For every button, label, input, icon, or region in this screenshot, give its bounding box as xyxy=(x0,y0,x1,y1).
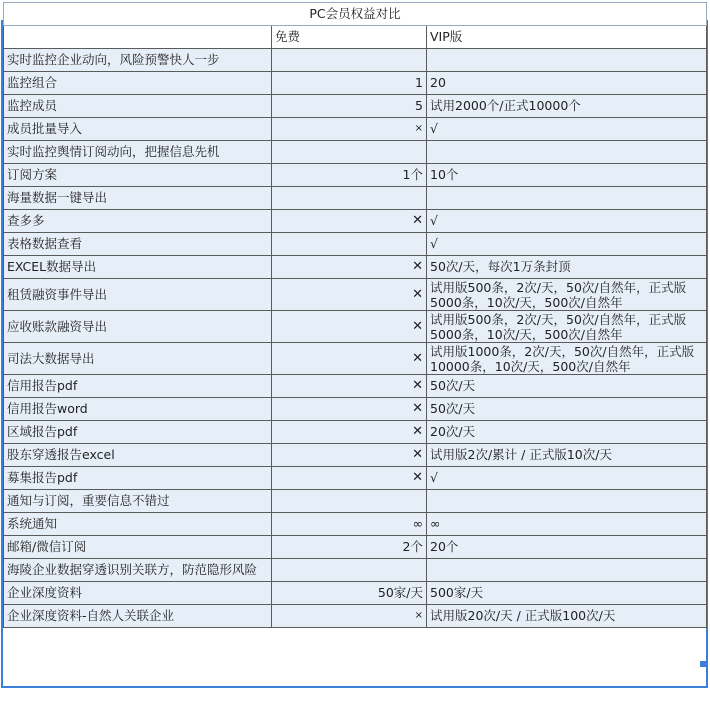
free-cell[interactable]: ✕ xyxy=(272,421,427,444)
comparison-table xyxy=(3,2,707,628)
feature-cell[interactable]: 司法大数据导出 xyxy=(4,343,272,375)
vip-cell[interactable] xyxy=(427,141,707,164)
feature-cell[interactable]: 系统通知 xyxy=(4,513,272,536)
table-header-row xyxy=(4,26,707,49)
vip-cell[interactable]: 20次/天 xyxy=(427,421,707,444)
feature-cell[interactable]: 股东穿透报告excel xyxy=(4,444,272,467)
table-row xyxy=(4,490,707,513)
selection-handle[interactable] xyxy=(700,661,706,667)
vip-cell[interactable]: 20个 xyxy=(427,536,707,559)
header-feature[interactable] xyxy=(4,26,272,49)
feature-cell[interactable]: 企业深度资料-自然人关联企业 xyxy=(4,605,272,628)
feature-cell[interactable]: 监控组合 xyxy=(4,72,272,95)
table-row xyxy=(4,467,707,490)
vip-cell[interactable] xyxy=(427,559,707,582)
table-row xyxy=(4,536,707,559)
free-cell[interactable]: ✕ xyxy=(272,279,427,311)
table-row xyxy=(4,118,707,141)
feature-cell[interactable]: 区域报告pdf xyxy=(4,421,272,444)
vip-cell[interactable]: 500家/天 xyxy=(427,582,707,605)
table-row xyxy=(4,398,707,421)
feature-cell[interactable]: 募集报告pdf xyxy=(4,467,272,490)
free-cell[interactable] xyxy=(272,187,427,210)
vip-cell[interactable]: 试用版1000条，2次/天，50次/自然年，正式版10000条，10次/天，500次/自然年 xyxy=(427,343,707,375)
free-cell[interactable]: ∞ xyxy=(272,513,427,536)
feature-cell[interactable]: 实时监控舆情订阅动向，把握信息先机 xyxy=(4,141,272,164)
vip-cell[interactable]: 试用版500条，2次/天，50次/自然年，正式版5000条，10次/天，500次/自然年 xyxy=(427,279,707,311)
vip-cell[interactable]: 试用版500条，2次/天，50次/自然年，正式版5000条，10次/天，500次/自然年 xyxy=(427,311,707,343)
vip-cell[interactable]: 试用版20次/天 / 正式版100次/天 xyxy=(427,605,707,628)
table-row xyxy=(4,582,707,605)
free-cell[interactable]: ✕ xyxy=(272,210,427,233)
vip-cell[interactable]: 10个 xyxy=(427,164,707,187)
table-row xyxy=(4,279,707,311)
vip-cell[interactable] xyxy=(427,187,707,210)
vip-cell[interactable]: ∞ xyxy=(427,513,707,536)
table-row xyxy=(4,343,707,375)
table-title[interactable]: PC会员权益对比 xyxy=(4,3,707,26)
free-cell[interactable]: ✕ xyxy=(272,343,427,375)
vip-cell[interactable]: √ xyxy=(427,118,707,141)
feature-cell[interactable]: 海陵企业数据穿透识别关联方，防范隐形风险 xyxy=(4,559,272,582)
table-row xyxy=(4,444,707,467)
vip-cell[interactable]: 20 xyxy=(427,72,707,95)
feature-cell[interactable]: 成员批量导入 xyxy=(4,118,272,141)
feature-cell[interactable]: 租赁融资事件导出 xyxy=(4,279,272,311)
free-cell[interactable]: ✕ xyxy=(272,311,427,343)
free-cell[interactable]: ✕ xyxy=(272,398,427,421)
feature-cell[interactable]: 订阅方案 xyxy=(4,164,272,187)
vip-cell[interactable]: 50次/天 xyxy=(427,398,707,421)
table-row xyxy=(4,256,707,279)
free-cell[interactable] xyxy=(272,233,427,256)
table-row xyxy=(4,605,707,628)
feature-cell[interactable]: 邮箱/微信订阅 xyxy=(4,536,272,559)
table-row xyxy=(4,187,707,210)
table-title-row xyxy=(4,3,707,26)
free-cell[interactable] xyxy=(272,49,427,72)
free-cell[interactable]: ✕ xyxy=(272,444,427,467)
feature-cell[interactable]: 实时监控企业动向，风险预警快人一步 xyxy=(4,49,272,72)
table-row xyxy=(4,210,707,233)
feature-cell[interactable]: 查多多 xyxy=(4,210,272,233)
free-cell[interactable]: ✕ xyxy=(272,375,427,398)
comparison-sheet xyxy=(1,6,708,688)
header-free[interactable]: 免费 xyxy=(272,26,427,49)
table-row xyxy=(4,95,707,118)
feature-cell[interactable]: EXCEL数据导出 xyxy=(4,256,272,279)
table-row xyxy=(4,233,707,256)
feature-cell[interactable]: 企业深度资料 xyxy=(4,582,272,605)
vip-cell[interactable]: √ xyxy=(427,233,707,256)
table-row xyxy=(4,141,707,164)
vip-cell[interactable]: √ xyxy=(427,467,707,490)
vip-cell[interactable]: 50次/天，每次1万条封顶 xyxy=(427,256,707,279)
feature-cell[interactable]: 信用报告word xyxy=(4,398,272,421)
feature-cell[interactable]: 通知与订阅，重要信息不错过 xyxy=(4,490,272,513)
free-cell[interactable] xyxy=(272,141,427,164)
table-row xyxy=(4,513,707,536)
free-cell[interactable]: × xyxy=(272,118,427,141)
free-cell[interactable] xyxy=(272,490,427,513)
header-vip[interactable]: VIP版 xyxy=(427,26,707,49)
feature-cell[interactable]: 信用报告pdf xyxy=(4,375,272,398)
free-cell[interactable]: 5 xyxy=(272,95,427,118)
table-row xyxy=(4,164,707,187)
free-cell[interactable]: × xyxy=(272,605,427,628)
vip-cell[interactable]: √ xyxy=(427,210,707,233)
vip-cell[interactable] xyxy=(427,49,707,72)
table-row xyxy=(4,375,707,398)
free-cell[interactable] xyxy=(272,559,427,582)
free-cell[interactable]: 1个 xyxy=(272,164,427,187)
table-row xyxy=(4,49,707,72)
vip-cell[interactable]: 50次/天 xyxy=(427,375,707,398)
vip-cell[interactable]: 试用版2次/累计 / 正式版10次/天 xyxy=(427,444,707,467)
free-cell[interactable]: ✕ xyxy=(272,256,427,279)
free-cell[interactable]: ✕ xyxy=(272,467,427,490)
table-row xyxy=(4,421,707,444)
free-cell[interactable]: 2个 xyxy=(272,536,427,559)
feature-cell[interactable]: 表格数据查看 xyxy=(4,233,272,256)
feature-cell[interactable]: 应收账款融资导出 xyxy=(4,311,272,343)
free-cell[interactable]: 50家/天 xyxy=(272,582,427,605)
feature-cell[interactable]: 监控成员 xyxy=(4,95,272,118)
table-row xyxy=(4,72,707,95)
vip-cell[interactable] xyxy=(427,490,707,513)
feature-cell[interactable]: 海量数据一键导出 xyxy=(4,187,272,210)
free-cell[interactable]: 1 xyxy=(272,72,427,95)
vip-cell[interactable]: 试用2000个/正式10000个 xyxy=(427,95,707,118)
table-row xyxy=(4,559,707,582)
table-row xyxy=(4,311,707,343)
